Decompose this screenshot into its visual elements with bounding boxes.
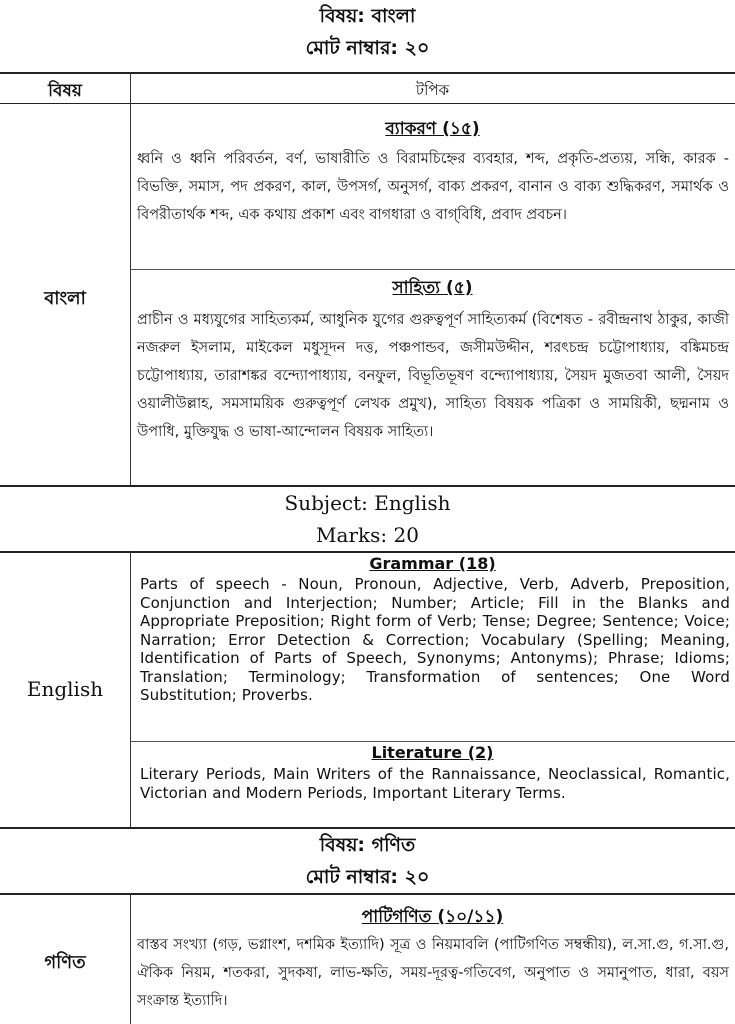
english-subject-heading: Subject: English xyxy=(284,491,451,515)
section-body-bangla-grammar: ধ্বনি ও ধ্বনি পরিবর্তন, বর্ণ, ভাষারীতি ও বিরামচিহ্নের ব্যবহার, শব্দ, প্রকৃতি-প্রত্যয়, সন্ধি, কারক - বিভক্তি, সমাস, পদ প্রকরণ, কাল, উপসর্গ, অনুসর্গ, বাক্য প্রকরণ, বানান ও বাক্য শুদ্ধিকরণ, সমার্থক ও বিপরীতার্থক শব্দ, এক কথায় প্রকাশ এবং বাগধারা ও বাগ্‌বিধি, প্রবাদ প্রবচন। xyxy=(137,151,729,223)
section-border xyxy=(0,827,735,829)
section-title-bangla-grammar: ব্যাকরণ (১৫) xyxy=(385,119,480,139)
column-header-topic: টপিক xyxy=(415,81,450,99)
section-body-math-arithmetic: বাস্তব সংখ্যা (গড়, ভগ্নাংশ, দশমিক ইত্যাদি) সূত্র ও নিয়মাবলি (পাটিগণিত সম্বন্ধীয়), ল.সা.গু, গ.সা.গু, ঐকিক নিয়ম, শতকরা, সুদকষা, লাভ-ক্ষতি, সময়-দূরত্ব-গতিবেগ, অনুপাত ও সমানুপাত, ধারা, বয়স সংক্রান্ত ইত্যাদি। xyxy=(137,937,729,1009)
column-divider-english xyxy=(130,551,131,827)
section-title-bangla-literature: সাহিত্য (৫) xyxy=(392,278,473,298)
section-border xyxy=(0,485,735,487)
table-border-top xyxy=(0,72,735,74)
bangla-marks-heading: মোট নাম্বার: ২০ xyxy=(305,37,430,59)
section-title-english-grammar: Grammar (18) xyxy=(369,554,496,573)
subsection-divider xyxy=(130,269,735,270)
section-title-math-arithmetic: পাটিগণিত (১০/১১) xyxy=(361,907,504,927)
section-body-bangla-literature: প্রাচীন ও মধ্যযুগের সাহিত্যকর্ম, আধুনিক যুগের গুরুত্বপূর্ণ সাহিত্যকর্ম (বিশেষত - রবীন্দ্রনাথ ঠাকুর, কাজী নজরুল ইসলাম, মাইকেল মধুসূদন দত্ত, পঞ্চপান্ডব, জসীমউদ্দীন, শরৎচন্দ্র চট্টোপাধ্যায়, বঙ্কিমচন্দ্র চট্টোপাধ্যায়, তারাশঙ্কর বন্দ্যোপাধ্যায়, বনফুল, বিভূতিভূষণ বন্দ্যোপাধ্যায়, সৈয়দ মুজতবা আলী, সৈয়দ ওয়ালীউল্লাহ, সমসাময়িক গুরুত্বপূর্ণ লেখক প্রমুখ), সাহিত্য বিষয়ক পত্রিকা ও সাময়িকী, ছদ্মনাম ও উপাধি, মুক্তিযুদ্ধ ও ভাষা-আন্দোলন বিষয়ক সাহিত্য। xyxy=(137,312,729,440)
section-title-english-literature: Literature (2) xyxy=(371,743,494,762)
section-border xyxy=(0,551,735,553)
subject-label-bangla: বাংলা xyxy=(44,288,86,309)
bangla-subject-heading: বিষয়: বাংলা xyxy=(319,5,416,27)
subject-label-math: গণিত xyxy=(44,952,86,973)
column-header-subject: বিষয় xyxy=(48,81,82,101)
header-divider xyxy=(0,103,735,104)
subject-label-english: English xyxy=(26,677,104,701)
math-subject-heading: বিষয়: গণিত xyxy=(319,834,416,856)
section-body-english-grammar: Parts of speech - Noun, Pronoun, Adjective, Verb, Adverb, Preposition, Conjunction and Interjection; Number; Article; Fill in the Blanks and Appropriate Preposition; Right form of Verb; Tense; Degree; Sentence; Voice; Narration; Error Detection & Correction; Vocabulary (Spelling; Meaning, Identification of Parts of Speech, Synonyms; Antonyms); Phrase; Idioms; Translation; Terminology; Transformation of sentences; One Word Substitution; Proverbs. xyxy=(140,575,730,704)
math-marks-heading: মোট নাম্বার: ২০ xyxy=(305,866,430,888)
section-body-english-literature: Literary Periods, Main Writers of the Rannaissance, Neoclassical, Romantic, Victorian and Modern Periods, Important Literary Terms. xyxy=(140,765,730,802)
english-marks-heading: Marks: 20 xyxy=(316,523,419,547)
subsection-divider xyxy=(130,741,735,742)
section-border xyxy=(0,893,735,895)
